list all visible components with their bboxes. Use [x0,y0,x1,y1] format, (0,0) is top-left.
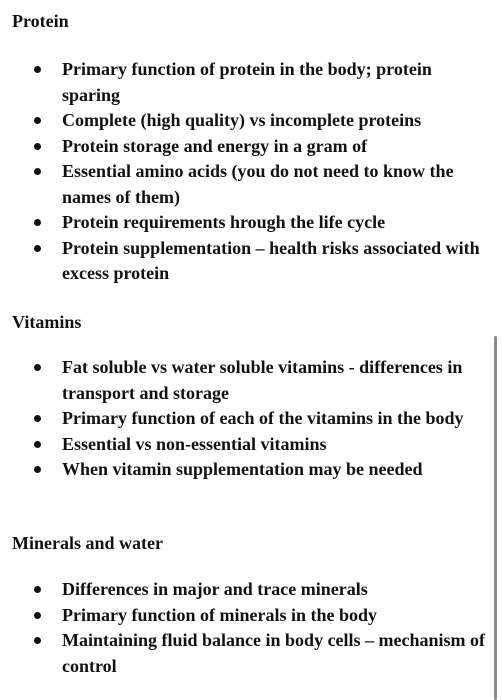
minerals-bullet-list [0,577,490,679]
list-item [0,603,490,629]
list-item [0,355,490,406]
list-item-text: Primary function of protein in the body; protein sparing [62,59,432,105]
list-item [0,210,490,236]
section-heading-vitamins: Vitamins [12,312,82,332]
bullet-icon [34,168,41,175]
bullet-icon [34,245,41,252]
bullet-icon [34,364,41,371]
list-item [0,628,490,679]
bullet-icon [34,415,41,422]
bullet-icon [34,143,41,150]
protein-bullet-list [0,57,490,287]
bullet-icon [34,441,41,448]
bullet-icon [34,637,41,644]
list-item-text: Protein storage and energy in a gram of [62,135,368,156]
section-heading-minerals-and-water: Minerals and water [12,533,163,553]
vertical-scrollbar[interactable] [494,336,497,700]
list-item-text: Essential amino acids (you do not need to know the names of them) [62,161,454,207]
list-item [0,134,490,160]
list-item [0,457,490,483]
section-heading-protein: Protein [12,11,69,31]
vitamins-bullet-list [0,355,490,483]
list-item-text: Essential vs non-essential vitamins [62,433,327,454]
list-item-text: Differences in major and trace minerals [62,579,368,599]
list-item [0,236,490,287]
list-item-text: Primary function of each of the vitamins in the body [62,408,464,428]
list-item-text: Primary function of minerals in the body [62,604,377,625]
bullet-icon [34,466,41,473]
list-item [0,577,490,603]
list-item-text: Complete (high quality) vs incomplete proteins [62,110,422,130]
list-item-text: Protein requirements hrough the life cycle [62,212,386,232]
list-item-text: When vitamin supplementation may be needed [62,459,423,479]
list-item [0,432,490,458]
list-item-text: Maintaining fluid balance in body cells – mechanism of control [62,630,486,676]
bullet-icon [34,66,41,73]
bullet-icon [34,219,41,226]
bullet-icon [34,117,41,124]
list-item-text: Protein supplementation – health risks associated with excess protein [62,237,480,283]
list-item-text: Fat soluble vs water soluble vitamins - differences in transport and storage [62,357,463,403]
bullet-icon [34,612,41,619]
bullet-icon [34,586,41,593]
list-item [0,57,490,108]
list-item [0,108,490,134]
list-item [0,159,490,210]
list-item [0,406,490,432]
